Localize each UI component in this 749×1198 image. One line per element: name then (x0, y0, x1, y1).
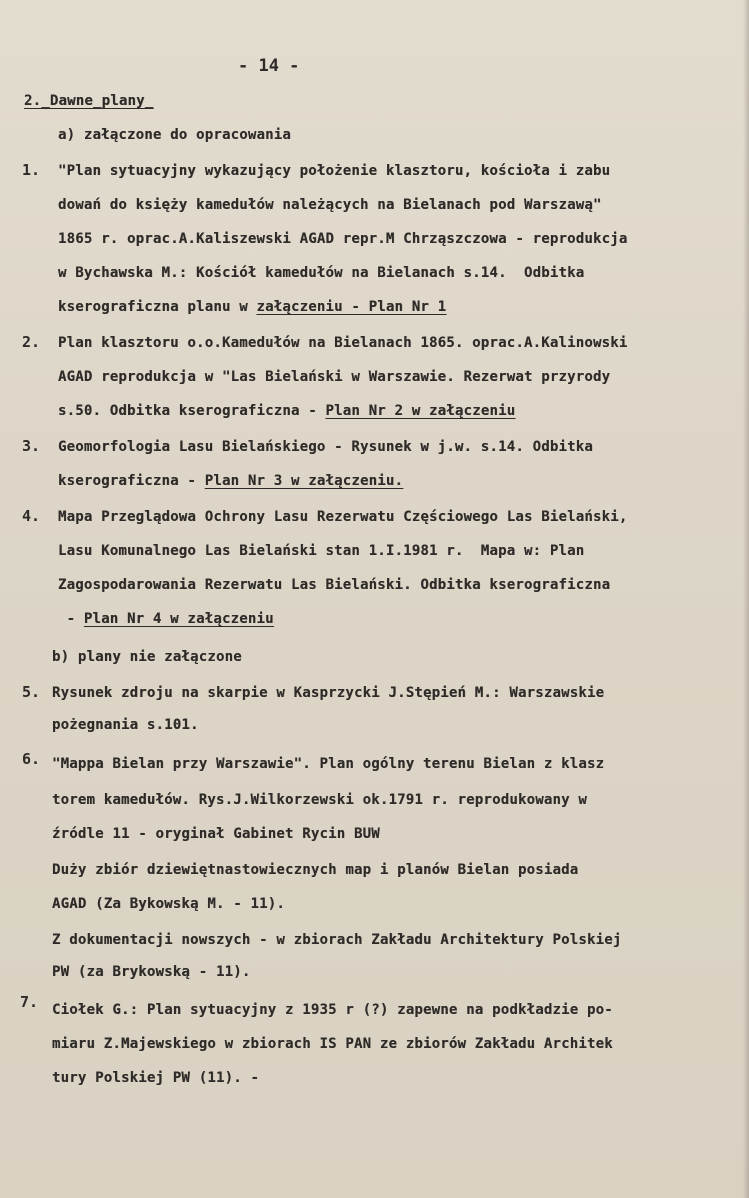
item-1-line-4: w Bychawska M.: Kościół kamedułów na Bielanach s.14. Odbitka (58, 265, 585, 281)
item-6-number: 6. (22, 750, 41, 768)
subsection-a: a) załączone do opracowania (58, 127, 291, 143)
item-1-line-3: 1865 r. oprac.A.Kaliszewski AGAD repr.M Chrząszczowa - reprodukcja (58, 231, 628, 247)
item-2-line-1: Plan klasztoru o.o.Kamedułów na Bielanach 1865. oprac.A.Kalinowski (58, 335, 628, 351)
item-4-line-1: Mapa Przeglądowa Ochrony Lasu Rezerwatu Częściowego Las Bielański, (58, 509, 628, 525)
item-5-line-1: Rysunek zdroju na skarpie w Kasprzycki J.Stępień M.: Warszawskie (52, 685, 605, 701)
item-4-line-2: Lasu Komunalnego Las Bielański stan 1.I.1981 r. Mapa w: Plan (58, 543, 585, 559)
item-3-line-2 (58, 472, 403, 490)
item-2-number: 2. (22, 333, 41, 351)
item-1-last-prefix: kserograficzna planu w (58, 299, 257, 315)
item-5-number: 5. (22, 683, 41, 701)
item-6-line-2: torem kamedułów. Rys.J.Wilkorzewski ok.1791 r. reprodukowany w (52, 792, 587, 808)
item-4-line-4 (58, 610, 274, 628)
item-2-last-prefix: s.50. Odbitka kserograficzna - (58, 403, 326, 419)
item-4-last-prefix: - (58, 611, 84, 627)
item-5-line-2: pożegnania s.101. (52, 717, 199, 733)
item-6-line-3: źródle 11 - oryginał Gabinet Rycin BUW (52, 826, 380, 842)
item-6-line-4: Duży zbiór dziewiętnastowiecznych map i planów Bielan posiada (52, 862, 579, 878)
plan-3-reference: Plan Nr 3 w załączeniu. (204, 473, 404, 489)
plan-1-reference: załączeniu - Plan Nr 1 (256, 299, 447, 315)
item-6-line-7: PW (za Brykowską - 11). (52, 964, 251, 980)
item-6-line-1: "Mappa Bielan przy Warszawie". Plan ogólny terenu Bielan z klasz (52, 756, 605, 772)
item-1-line-5 (58, 298, 446, 316)
item-7-number: 7. (20, 993, 39, 1011)
item-2-line-2: AGAD reprodukcja w "Las Bielański w Warszawie. Rezerwat przyrody (58, 369, 611, 385)
item-6-line-6: Z dokumentacji nowszych - w zbiorach Zakładu Architektury Polskiej (52, 932, 622, 948)
item-7-line-1: Ciołek G.: Plan sytuacyjny z 1935 r (?) zapewne na podkładzie po- (52, 1002, 613, 1018)
item-2-line-3 (58, 402, 515, 420)
item-1-line-1: "Plan sytuacyjny wykazujący położenie klasztoru, kościoła i zabu (58, 163, 611, 179)
plan-2-reference: Plan Nr 2 w załączeniu (325, 403, 516, 419)
page-edge-shadow (743, 0, 749, 1198)
plan-4-reference: Plan Nr 4 w załączeniu (83, 611, 274, 627)
item-4-line-3: Zagospodarowania Rezerwatu Las Bielański. Odbitka kserograficzna (58, 577, 611, 593)
section-title: 2._Dawne_plany_ (24, 93, 154, 109)
item-3-line-1: Geomorfologia Lasu Bielańskiego - Rysunek w j.w. s.14. Odbitka (58, 439, 593, 455)
item-3-last-prefix: kserograficzna - (58, 473, 205, 489)
page-number: - 14 - (238, 56, 300, 76)
item-6-line-5: AGAD (Za Bykowską M. - 11). (52, 896, 285, 912)
subsection-b: b) plany nie załączone (52, 649, 242, 665)
item-1-line-2: dowań do księży kamedułów należących na Bielanach pod Warszawą" (58, 197, 602, 213)
item-1-number: 1. (22, 161, 41, 179)
item-4-number: 4. (22, 507, 41, 525)
item-7-line-2: miaru Z.Majewskiego w zbiorach IS PAN ze zbiorów Zakładu Architek (52, 1036, 613, 1052)
item-7-line-3: tury Polskiej PW (11). - (52, 1070, 260, 1086)
item-3-number: 3. (22, 437, 41, 455)
